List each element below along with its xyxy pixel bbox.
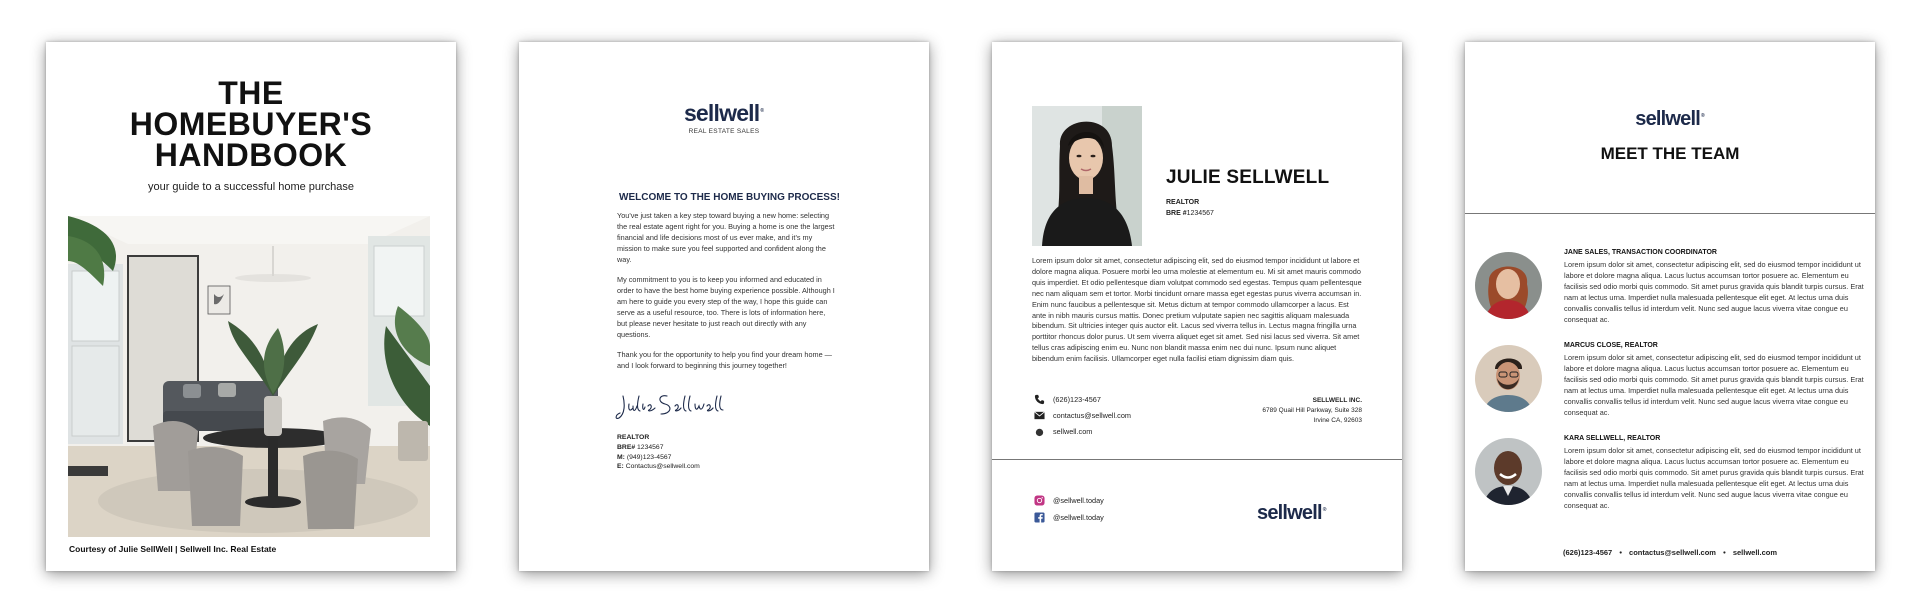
member-name: JANE SALES, TRANSACTION COORDINATOR bbox=[1564, 249, 1717, 256]
logo-text: sellwell bbox=[1257, 502, 1322, 524]
member-bio: Lorem ipsum dolor sit amet, consectetur adipiscing elit, sed do eiusmod tempor incididunt ut labore et dolore magna aliqua. Lacus luctus accumsan tortor posuere ac. Elementum eu facilisis sed odio morbi quis commodo. Sit amet purus gravida quis blandit turpis cursus. Erat nam at lectus urna. Imperdiet nulla malesuada pellentesque elit eget. At lectus urna duis convallis convallis tellus id interdum velit. Nunc sed augue lacus viverra vitae congue eu consequat ac. bbox=[1564, 260, 1864, 324]
globe-icon bbox=[1034, 426, 1045, 437]
divider bbox=[1465, 213, 1875, 214]
company-name: SELLWELL INC. bbox=[1312, 397, 1362, 404]
cover-title-line: HANDBOOK bbox=[154, 137, 348, 173]
welcome-contact bbox=[617, 433, 700, 472]
cover-footer: Courtesy of Julie SellWell | Sellwell Inc. Real Estate bbox=[69, 544, 277, 554]
logo-text: sellwell bbox=[683, 100, 760, 126]
agent-role: REALTOR bbox=[1166, 199, 1200, 206]
footer-separator: • bbox=[1619, 548, 1622, 557]
signature bbox=[615, 390, 725, 429]
welcome-paragraph: My commitment to you is to keep you informed and educated in order to have the best home buying experience possible. Although I am here to guide you every step of the way, I hope this guide can serve as a useful resource, too. There is lots of information here, but please never hesitate to just reach out directly with any questions. bbox=[617, 275, 835, 339]
email-label: E: bbox=[617, 463, 624, 471]
website-url: sellwell.com bbox=[1053, 427, 1093, 436]
welcome-paragraph: Thank you for the opportunity to help you find your dream home — and I look forward to beginning this journey together! bbox=[617, 350, 832, 370]
sellwell-logo: sellwell® bbox=[1257, 502, 1327, 524]
bre-number: 1234567 bbox=[637, 443, 664, 451]
cover-title-line: HOMEBUYER'S bbox=[129, 106, 373, 142]
instagram-icon bbox=[1034, 495, 1045, 506]
mobile-number[interactable]: (949)123-4567 bbox=[626, 453, 672, 461]
welcome-page bbox=[519, 42, 929, 571]
cover-title bbox=[46, 75, 456, 173]
email-address[interactable]: Contactus@sellwell.com bbox=[625, 463, 700, 471]
facebook-icon bbox=[1034, 512, 1045, 523]
footer-phone[interactable]: (626)123-4567 bbox=[1563, 548, 1613, 557]
bre-number: 1234567 bbox=[1186, 210, 1214, 217]
facebook-handle: @sellwell.today bbox=[1053, 513, 1104, 522]
divider bbox=[992, 459, 1402, 460]
logo-text: sellwell bbox=[1635, 108, 1701, 130]
phone-number: (626)123-4567 bbox=[1053, 395, 1101, 404]
welcome-paragraph: You've just taken a key step toward buying a new home: selecting the real estate agent right for you. Buying a home is one the largest financial and life decisions most of us ever make, and it's my mission to make sure you feel supported and confident along the way. bbox=[617, 211, 835, 264]
avatar bbox=[1475, 438, 1542, 505]
team-page bbox=[1465, 42, 1875, 571]
logo-tagline: REAL ESTATE SALES bbox=[688, 128, 760, 135]
phone-icon bbox=[1034, 394, 1045, 405]
footer-email[interactable]: contactus@sellwell.com bbox=[1629, 548, 1716, 557]
envelope-icon bbox=[1034, 410, 1045, 421]
address-line: Irvine CA, 92603 bbox=[1313, 417, 1362, 424]
member-bio: Lorem ipsum dolor sit amet, consectetur adipiscing elit, sed do eiusmod tempor incididunt ut labore et dolore magna aliqua. Lacus luctus accumsan tortor posuere ac. Elementum eu facilisis sed odio morbi quis commodo. Sit amet purus gravida quis blandit turpis cursus. Erat nam at lectus urna. Imperdiet nulla malesuada pellentesque elit eget. At lectus urna duis convallis convallis tellus id interdum velit. Nunc sed augue lacus viverra vitae congue eu consequat ac. bbox=[1564, 353, 1864, 417]
instagram-handle: @sellwell.today bbox=[1053, 496, 1104, 505]
member-bio: Lorem ipsum dolor sit amet, consectetur adipiscing elit, sed do eiusmod tempor incididunt ut labore et dolore magna aliqua. Lacus luctus accumsan tortor posuere ac. Elementum eu facilisis sed odio morbi quis commodo. Sit amet purus gravida quis blandit turpis cursus. Erat nam at lectus urna. Imperdiet nulla malesuada pellentesque elit eget. At lectus urna duis convallis convallis tellus id interdum velit. Nunc sed augue lacus viverra vitae congue eu consequat ac. bbox=[1564, 446, 1864, 510]
team-title: MEET THE TEAM bbox=[1600, 144, 1740, 163]
agent-photo bbox=[1032, 106, 1142, 246]
address-line: 6789 Quail Hill Parkway, Suite 328 bbox=[1262, 407, 1362, 414]
footer-separator: • bbox=[1723, 548, 1726, 557]
avatar bbox=[1475, 252, 1542, 319]
team-footer bbox=[1465, 548, 1875, 557]
footer-website[interactable]: sellwell.com bbox=[1732, 548, 1777, 557]
agent-license bbox=[1166, 210, 1214, 217]
contact-role: REALTOR bbox=[617, 434, 650, 441]
mobile-label: M: bbox=[617, 453, 625, 461]
sellwell-logo: sellwell® bbox=[1635, 108, 1705, 130]
avatar bbox=[1475, 345, 1542, 412]
agent-page bbox=[992, 42, 1402, 571]
bre-label: BRE # bbox=[1166, 210, 1187, 217]
email-address: contactus@sellwell.com bbox=[1053, 411, 1131, 420]
welcome-heading: WELCOME TO THE HOME BUYING PROCESS! bbox=[619, 192, 840, 203]
agent-bio: Lorem ipsum dolor sit amet, consectetur adipiscing elit, sed do eiusmod tempor incididunt ut labore et dolore magna aliqua. Posuere morbi leo urna molestie at elementum eu. Mi sit amet mauris commodo quis imperdiet. Et odio pellentesque diam volutpat commodo sed egestas. Tempus quam pellentesque nec nam aliquam sem et tortor. Morbi tincidunt ornare massa eget egestas purus viverra accumsan in. Enim nunc faucibus a pellentesque sit. Metus dictum at tempor commodo ullamcorper a lacus. Est ante in nibh mauris cursus mattis. Donec pretium vulputate sapien nec sagittis aliquam malesuada bibendum. Sit ultricies integer quis auctor elit. Lacus sed viverra tellus in. Lectus magna fringilla urna porttitor rhoncus dolor purus. Ut sem viverra aliquet eget sit amet. Sed nisi lacus sed viverra. Sit amet tellus cras adipiscing enim eu. Nunc non blandit massa enim nec dui nunc. Ipsum nunc aliquet bibendum enim facilisis. Ullamcorper eget nulla facilisi etiam dignissim diam quis. bbox=[1032, 256, 1362, 364]
cover-page bbox=[46, 42, 456, 571]
member-name: KARA SELLWELL, REALTOR bbox=[1564, 435, 1661, 442]
member-name: MARCUS CLOSE, REALTOR bbox=[1564, 342, 1658, 349]
agent-name: JULIE SELLWELL bbox=[1166, 167, 1330, 188]
cover-subtitle: your guide to a successful home purchase bbox=[147, 181, 355, 193]
cover-title-line: THE bbox=[218, 75, 284, 111]
company-info bbox=[1212, 396, 1362, 426]
bre-label: BRE# bbox=[617, 443, 636, 451]
sellwell-logo: sellwell® bbox=[683, 100, 765, 126]
interior-photo bbox=[68, 216, 430, 537]
